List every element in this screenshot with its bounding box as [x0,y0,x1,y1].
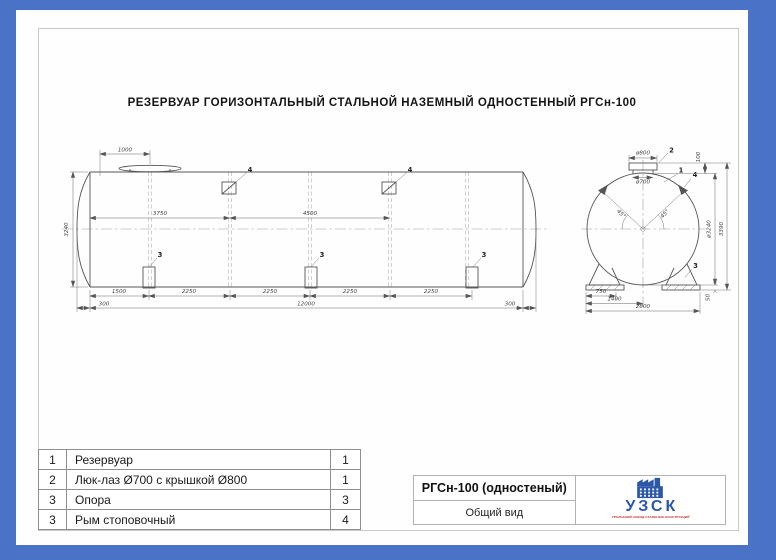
title-block-text [414,476,576,524]
extension-lines [586,292,700,314]
callout-support: 3 [693,262,698,270]
dim-2800: 2800 [635,304,651,310]
dim-750: 750 [595,289,607,295]
end-view [581,147,731,315]
dim-3390: 3390 [719,221,725,237]
extension-lines [70,172,88,287]
part-number: 3 [39,490,67,509]
part-number: 2 [39,470,67,489]
tank-end-caps [77,172,536,287]
callout-tank: 1 [678,166,684,175]
leader-lines [149,172,481,267]
part-name: Люк-лаз Ø700 с крышкой Ø800 [75,472,248,487]
title-block [413,475,726,525]
dim-1500: 1500 [111,289,127,295]
table-row [39,509,360,529]
callout-lug: 4 [407,166,413,174]
angle-45-right: 45° [659,208,671,220]
part-number: 3 [39,510,67,529]
dim-2250: 2250 [423,289,439,295]
callout-lug: 4 [247,166,253,174]
logo-abbr: УЗСК [625,498,679,515]
callout-support: 3 [319,251,325,259]
manhole-cover [119,165,181,171]
extension-lines [77,232,536,312]
lug-marks [222,182,396,194]
model-designation: РГСн-100 (одностеный) [414,476,575,501]
dim-2250: 2250 [262,289,278,295]
dim-2250: 2250 [342,289,358,295]
dim-2250: 2250 [181,289,197,295]
part-qty: 3 [330,490,360,509]
table-row [39,450,360,469]
callout-support: 3 [481,251,487,259]
factory-icon [635,477,665,499]
angle-45-left: 45° [615,208,627,220]
drawing-sheet [16,10,748,545]
part-number: 1 [39,450,67,469]
dim-3240: 3240 [64,222,70,237]
table-row [39,469,360,489]
callout-support: 3 [157,251,163,259]
parts-table [38,449,361,530]
dim-d3240: ø3240 [706,220,713,238]
dim-d700: ø700 [635,179,651,186]
part-name: Резервуар [75,452,133,467]
drawing-title: РЕЗЕРВУАР ГОРИЗОНТАЛЬНЫЙ СТАЛЬНОЙ НАЗЕМНЫЙ ОДНОСТЕННЫЙ РГСн-100 [127,97,637,109]
dim-3750: 3750 [152,211,168,217]
side-view [62,148,550,313]
dim-1000: 1000 [117,147,133,154]
dim-4500: 4500 [302,211,318,217]
dim-12000: 12000 [297,301,315,308]
dim-1400: 1400 [607,296,622,303]
company-logo [576,476,725,524]
shell-seam-lines [149,172,469,287]
dim-300-left: 300 [98,301,110,308]
table-row [39,489,360,509]
part-qty: 1 [330,470,360,489]
part-qty: 1 [330,450,360,469]
part-name: Рым стоповочный [75,512,176,527]
part-qty: 4 [330,510,360,529]
dim-100: 100 [696,151,702,163]
dim-d800: ø800 [635,150,651,157]
callout-cover: 2 [669,146,674,155]
logo-tagline: УРАЛЬСКИЙ ЗАВОД СТАЛЬНЫХ КОНСТРУКЦИЙ [611,515,690,519]
part-name: Опора [75,492,111,507]
saddle-supports [143,267,478,288]
dim-50: 50 [705,293,712,302]
view-name: Общий вид [465,506,524,519]
callout-lug: 4 [692,171,698,179]
dim-300-right: 300 [504,301,516,308]
